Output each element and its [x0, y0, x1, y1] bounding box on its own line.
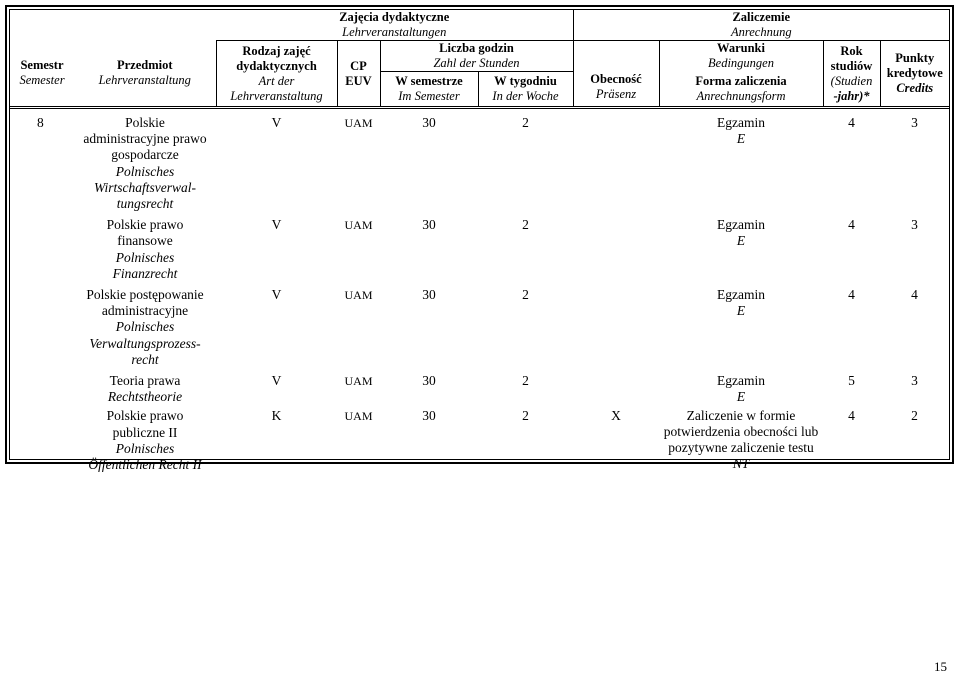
cp-cell: UAM — [344, 374, 373, 389]
study-year-cell: 5 — [848, 373, 855, 389]
hours-semester-cell: 30 — [422, 287, 436, 303]
form-cell: Egzamin E — [717, 115, 765, 146]
hours-semester-cell: 30 — [422, 408, 436, 424]
hours-week-cell: 2 — [522, 373, 529, 389]
cp-cell: UAM — [344, 218, 373, 233]
credits-cell: 3 — [911, 115, 918, 130]
semester-cell — [10, 283, 74, 369]
form-cell: Egzamin E — [717, 373, 765, 405]
class-type-cell: V — [271, 287, 282, 303]
attendance-cell — [573, 213, 659, 283]
hours-week-cell: 2 — [522, 408, 529, 424]
subject-cell: Teoria prawa Rechtstheorie — [107, 373, 183, 405]
hours-semester-cell: 30 — [422, 373, 436, 389]
study-year-cell: 4 — [848, 287, 855, 303]
class-type-cell: K — [271, 408, 282, 424]
class-type-cell: V — [271, 115, 282, 130]
header-cp: CP EUV — [337, 41, 380, 108]
semester-cell — [10, 213, 74, 283]
study-year-cell: 4 — [848, 217, 855, 233]
subject-cell: Polskie postępowanie administracyjne Polnisches Verwaltungsprozess- recht — [86, 287, 204, 367]
cp-cell: UAM — [344, 288, 373, 303]
hours-week-cell: 2 — [522, 217, 529, 233]
header-attendance: Obecność Präsenz — [573, 41, 659, 108]
class-type-cell: V — [271, 373, 282, 389]
course-table — [10, 10, 949, 474]
header-conditions: Warunki Bedingungen — [659, 41, 823, 72]
study-year-cell: 4 — [848, 115, 855, 130]
header-group-pass: Zaliczemie Anrechnung — [573, 10, 949, 41]
hours-semester-cell: 30 — [422, 115, 436, 130]
table-row — [10, 406, 949, 474]
attendance-cell — [573, 108, 659, 214]
course-table-frame — [5, 5, 954, 473]
form-cell: Egzamin E — [717, 217, 765, 249]
hours-week-cell: 2 — [522, 115, 529, 130]
attendance-cell: X — [611, 408, 621, 424]
header-semester: Semestr Semester — [19, 58, 65, 88]
hours-semester-cell: 30 — [422, 217, 436, 233]
table-row — [10, 213, 949, 283]
credits-cell: 3 — [911, 373, 918, 389]
header-form: Forma zaliczenia Anrechnungsform — [659, 72, 823, 108]
study-year-cell: 4 — [848, 408, 855, 424]
cp-cell: UAM — [344, 409, 373, 424]
header-credits: Punkty kredytowe Credits — [880, 41, 949, 108]
header-hours-week: W tygodniu In der Woche — [478, 72, 573, 108]
semester-cell: 8 — [37, 115, 44, 130]
header-group-classes: Zajęcia dydaktyczne Lehrveranstaltungen — [216, 10, 573, 41]
semester-cell — [10, 369, 74, 406]
subject-cell: Polskie prawo finansowe Polnisches Finanzrecht — [106, 217, 184, 281]
subject-cell: Polskie prawo publiczne II Polnisches Öffentlichen Recht II — [88, 408, 202, 473]
table-row — [10, 283, 949, 369]
table-row — [10, 108, 949, 214]
credits-cell: 4 — [911, 287, 918, 303]
cp-cell: UAM — [344, 116, 373, 130]
form-cell: Zaliczenie w formie potwierdzenia obecności lub pozytywne zaliczenie testu NT — [663, 408, 819, 472]
credits-cell: 3 — [911, 217, 918, 233]
class-type-cell: V — [271, 217, 282, 233]
attendance-cell — [573, 369, 659, 406]
header-class-type: Rodzaj zajęć dydaktycznych Art der Lehrveranstaltung — [216, 41, 337, 108]
header-study-year: Rok studiów (Studien -jahr)* — [823, 41, 880, 108]
table-row — [10, 369, 949, 406]
attendance-cell — [573, 283, 659, 369]
credits-cell: 2 — [911, 408, 918, 424]
hours-week-cell: 2 — [522, 287, 529, 303]
page-number: 15 — [934, 659, 947, 674]
form-cell: Egzamin E — [717, 287, 765, 319]
header-subject: Przedmiot Lehrveranstaltung — [98, 58, 191, 88]
header-hours: Liczba godzin Zahl der Stunden — [380, 41, 573, 72]
subject-cell: Polskie administracyjne prawo gospodarcze Polnisches Wirtschaftsverwal- tungsrecht — [83, 115, 207, 212]
header-hours-semester: W semestrze Im Semester — [380, 72, 478, 108]
semester-cell — [10, 406, 74, 474]
